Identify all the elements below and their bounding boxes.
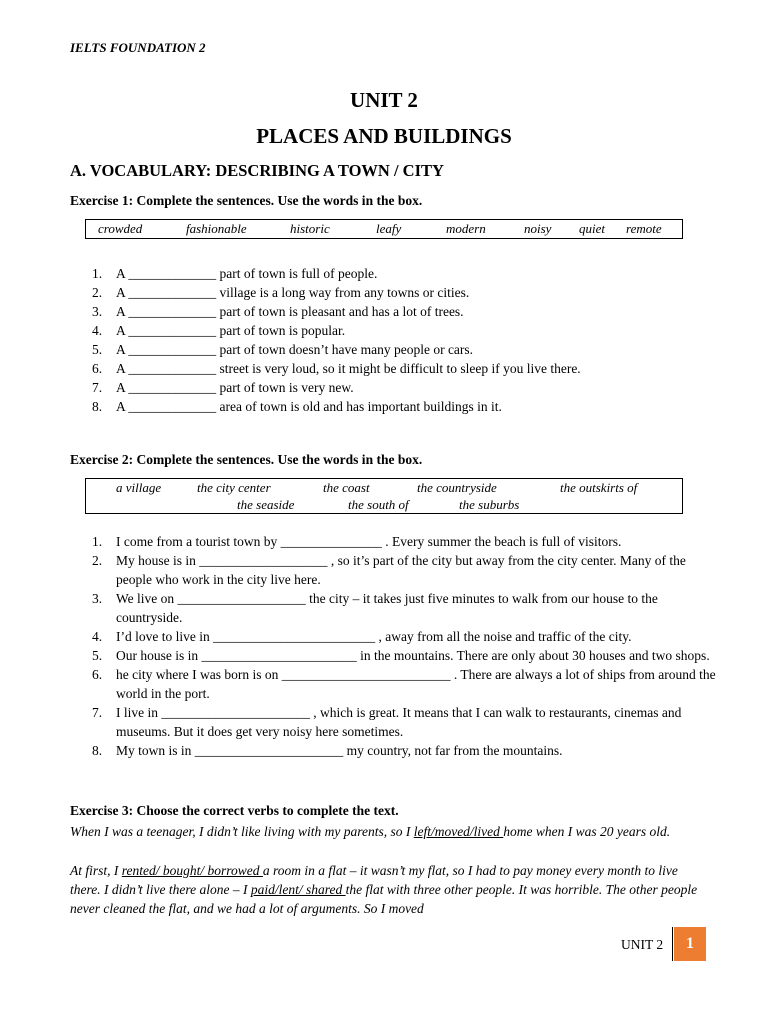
word-box-item: fashionable xyxy=(186,221,247,236)
exercise2-item: 2. My house is in ___________________ , so it’s part of the city but away from the city center. Many of the people who work in the city live here. xyxy=(92,553,686,587)
word-box-item: noisy xyxy=(524,221,552,236)
word-box-item: the south of xyxy=(348,497,409,512)
unit-title: UNIT 2 xyxy=(350,88,418,112)
word-box-item: the city center xyxy=(197,480,271,495)
exercise3-paragraph-1: When I was a teenager, I didn’t like living with my parents, so I left/moved/lived home when I was 20 years old. xyxy=(70,824,671,839)
verb-choice: paid/lent/ shared xyxy=(250,882,346,897)
exercise2-item: 3. We live on ___________________ the city – it takes just five minutes to walk from our house to the countryside. xyxy=(92,591,658,625)
running-header: IELTS FOUNDATION 2 xyxy=(70,40,206,55)
word-box-item: the coast xyxy=(323,480,370,495)
main-title: PLACES AND BUILDINGS xyxy=(256,124,512,148)
word-box-item: quiet xyxy=(579,221,605,236)
exercise1-word-box xyxy=(85,219,683,239)
exercise1-item: 5. A _____________ part of town doesn’t have many people or cars. xyxy=(92,342,474,357)
exercise2-list xyxy=(92,532,716,760)
exercise1-item: 7. A _____________ part of town is very new. xyxy=(92,380,354,395)
exercise2-item: 4. I’d love to live in ________________________ , away from all the noise and traffic of the city. xyxy=(92,629,632,644)
word-box-item: the countryside xyxy=(417,480,497,495)
exercise2-item: 5. Our house is in _______________________ in the mountains. There are only about 30 houses and two shops. xyxy=(92,648,710,663)
exercise1-item: 6. A _____________ street is very loud, so it might be difficult to sleep if you live there. xyxy=(92,361,581,376)
word-box-item: the outskirts of xyxy=(560,480,638,495)
exercise1-item: 1. A _____________ part of town is full of people. xyxy=(92,266,378,281)
footer-unit: UNIT 2 xyxy=(621,937,664,952)
verb-choice: rented/ bought/ borrowed xyxy=(121,863,263,878)
word-box-item: a village xyxy=(116,480,162,495)
exercise1-item: 2. A _____________ village is a long way from any towns or cities. xyxy=(92,285,470,300)
section-a-heading: A. VOCABULARY: DESCRIBING A TOWN / CITY xyxy=(70,161,444,180)
page-number: 1 xyxy=(674,927,706,961)
exercise2-word-box xyxy=(85,478,683,514)
word-box-item: historic xyxy=(290,221,330,236)
exercise3-paragraph-2: At first, I rented/ bought/ borrowed a room in a flat – it wasn’t my flat, so I had to pay money every month to live there. I didn’t live there alone – I paid/lent/ shared the flat with three other people. It was horrible. The other people never cleaned the flat, and we had a lot of arguments. So I moved xyxy=(70,863,698,916)
word-box-item: modern xyxy=(446,221,486,236)
word-box-item: the suburbs xyxy=(459,497,520,512)
exercise1-item: 8. A _____________ area of town is old and has important buildings in it. xyxy=(92,399,502,414)
exercise1-item: 4. A _____________ part of town is popular. xyxy=(92,323,346,338)
footer-divider xyxy=(672,927,673,961)
word-box-item: the seaside xyxy=(237,497,295,512)
exercise2-item: 8. My town is in ______________________ my country, not far from the mountains. xyxy=(92,743,563,758)
exercise1-list xyxy=(92,264,716,416)
exercise2-item: 1. I come from a tourist town by _______________ . Every summer the beach is full of visitors. xyxy=(92,534,622,549)
word-box-item: crowded xyxy=(98,221,143,236)
word-box-item: leafy xyxy=(376,221,402,236)
exercise2-item: 7. I live in ______________________ , which is great. It means that I can walk to restaurants, cinemas and museums. But it does get very noisy here sometimes. xyxy=(92,705,682,739)
exercise1-item: 3. A _____________ part of town is pleasant and has a lot of trees. xyxy=(92,304,464,319)
word-box-item: remote xyxy=(626,221,662,236)
verb-choice: left/moved/lived xyxy=(413,824,504,839)
exercise2-title: Exercise 2: Complete the sentences. Use the words in the box. xyxy=(70,452,423,467)
exercise3-title: Exercise 3: Choose the correct verbs to complete the text. xyxy=(70,803,399,818)
exercise2-item: 6. he city where I was born is on _________________________ . There are always a lot of ships from around the world in the port. xyxy=(92,667,716,701)
exercise1-title: Exercise 1: Complete the sentences. Use the words in the box. xyxy=(70,193,423,208)
